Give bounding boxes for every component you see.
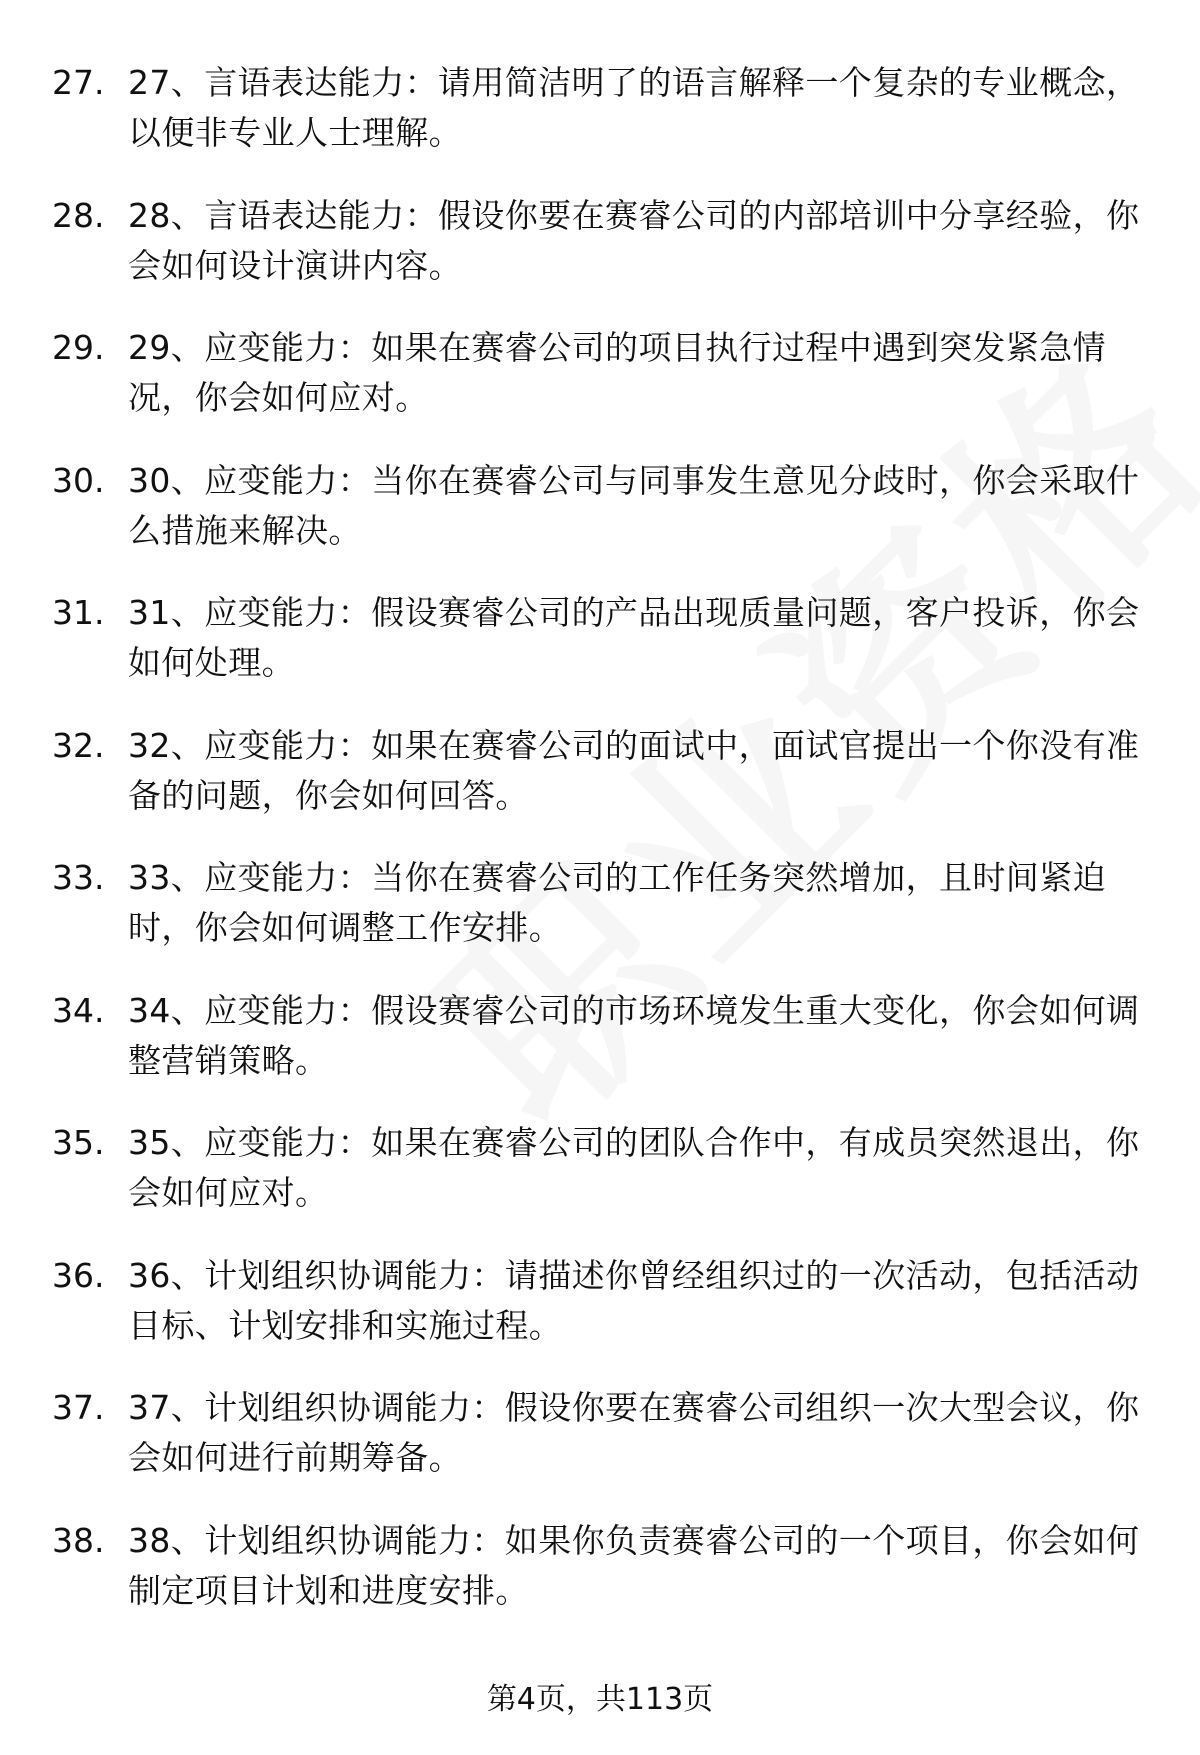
list-item-text: 32、应变能力：如果在赛睿公司的面试中，面试官提出一个你没有准备的问题，你会如何回答。 <box>128 725 1140 815</box>
list-item <box>0 58 1200 168</box>
list-item-number: 35. <box>52 1123 105 1162</box>
list-item-text: 38、计划组织协调能力：如果你负责赛睿公司的一个项目，你会如何制定项目计划和进度安排。 <box>128 1520 1140 1610</box>
list-item-number: 34. <box>52 990 105 1030</box>
list-item <box>0 853 1200 963</box>
list-item <box>0 323 1200 433</box>
list-item-text: 28、言语表达能力：假设你要在赛睿公司的内部培训中分享经验，你会如何设计演讲内容。 <box>128 195 1140 285</box>
list-item-number: 37. <box>52 1388 105 1427</box>
list-item <box>0 191 1200 301</box>
list-item <box>0 721 1200 831</box>
list-item-text: 27、言语表达能力：请用简洁明了的语言解释一个复杂的专业概念，以便非专业人士理解。 <box>128 63 1140 152</box>
list-item-number: 33. <box>52 858 105 897</box>
page-footer: 第4页，共113页 <box>486 1682 714 1717</box>
list-item <box>0 1383 1200 1493</box>
list-item-text: 31、应变能力：假设赛睿公司的产品出现质量问题，客户投诉，你会如何处理。 <box>128 593 1140 682</box>
list-item <box>0 1251 1200 1361</box>
list-item-text: 35、应变能力：如果在赛睿公司的团队合作中，有成员突然退出，你会如何应对。 <box>128 1123 1140 1212</box>
list-item <box>0 1516 1200 1626</box>
list-item-text: 33、应变能力：当你在赛睿公司的工作任务突然增加，且时间紧迫时，你会如何调整工作安排。 <box>128 858 1106 947</box>
list-item-text: 36、计划组织协调能力：请描述你曾经组织过的一次活动，包括活动目标、计划安排和实施过程。 <box>128 1255 1140 1345</box>
list-item-number: 31. <box>52 593 105 632</box>
question-list <box>0 58 1200 1648</box>
list-item-number: 30. <box>52 460 105 500</box>
list-item-text: 37、计划组织协调能力：假设你要在赛睿公司组织一次大型会议，你会如何进行前期筹备。 <box>128 1388 1140 1477</box>
list-item-number: 38. <box>52 1520 105 1560</box>
list-item <box>0 986 1200 1096</box>
list-item <box>0 456 1200 566</box>
list-item-text: 29、应变能力：如果在赛睿公司的项目执行过程中遇到突发紧急情况，你会如何应对。 <box>128 328 1106 417</box>
list-item-number: 28. <box>52 195 105 235</box>
list-item-number: 27. <box>52 63 105 102</box>
list-item-text: 30、应变能力：当你在赛睿公司与同事发生意见分歧时，你会采取什么措施来解决。 <box>128 460 1140 550</box>
list-item-number: 32. <box>52 725 105 765</box>
list-item-number: 36. <box>52 1255 105 1295</box>
list-item-text: 34、应变能力：假设赛睿公司的市场环境发生重大变化，你会如何调整营销策略。 <box>128 990 1140 1080</box>
list-item <box>0 588 1200 698</box>
list-item-number: 29. <box>52 328 105 367</box>
list-item <box>0 1118 1200 1228</box>
